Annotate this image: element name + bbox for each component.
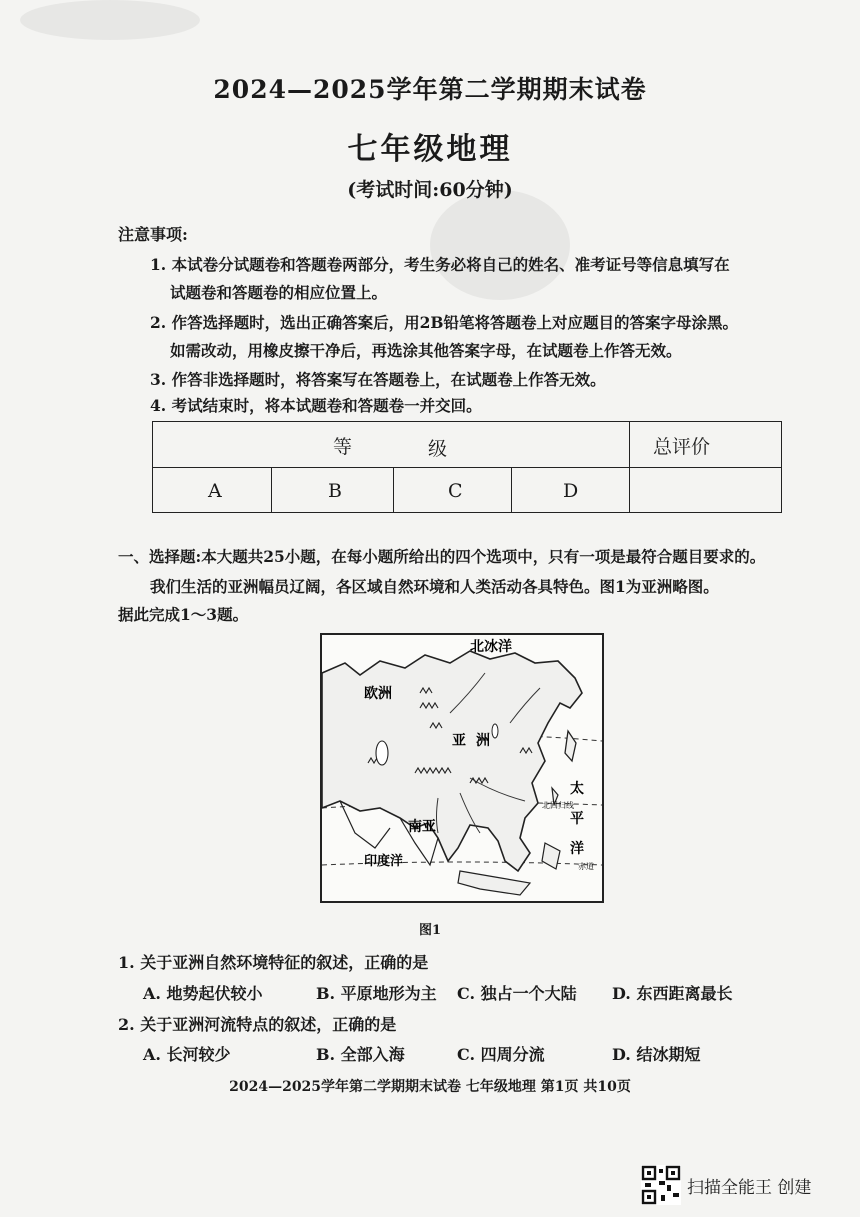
table-divider bbox=[393, 467, 394, 512]
notice-item-3 bbox=[150, 370, 790, 390]
notice-item-4 bbox=[150, 396, 790, 416]
grade-table bbox=[152, 421, 782, 513]
table-divider bbox=[271, 467, 272, 512]
scanner-watermark bbox=[641, 1165, 811, 1205]
exam-duration: (考试时间:60分钟) bbox=[347, 179, 513, 201]
label-asia: 亚洲 bbox=[452, 733, 500, 749]
grade-cell-b: B bbox=[328, 480, 342, 502]
label-south-asia: 南亚 bbox=[408, 819, 436, 835]
notice-item-1 bbox=[150, 255, 790, 303]
notice-line: 试题卷和答题卷的相应位置上。 bbox=[170, 283, 388, 302]
label-pacific-2: 平 bbox=[570, 811, 584, 827]
table-divider bbox=[629, 422, 630, 512]
notice-line: 如需改动，用橡皮擦干净后，再选涂其他答案字母，在试题卷上作答无效。 bbox=[170, 341, 682, 360]
q1-option-d: D. 东西距离最长 bbox=[612, 984, 733, 1003]
page-footer: 2024—2025学年第二学期期末试卷 七年级地理 第1页 共10页 bbox=[229, 1079, 631, 1095]
label-pacific-3: 洋 bbox=[570, 841, 584, 857]
notice-item-2 bbox=[150, 313, 790, 361]
qr-code-icon bbox=[641, 1165, 681, 1205]
grade-cell-c: C bbox=[448, 480, 463, 502]
asia-map-svg bbox=[320, 633, 604, 903]
question-1-stem: 1. 关于亚洲自然环境特征的叙述，正确的是 bbox=[118, 953, 429, 972]
notice-line: 1. 本试卷分试题卷和答题卷两部分，考生务必将自己的姓名、准考证号等信息填写在 bbox=[150, 255, 730, 274]
notice-line: 3. 作答非选择题时，将答案写在答题卷上，在试题卷上作答无效。 bbox=[150, 370, 606, 389]
notice-line: 4. 考试结束时，将本试题卷和答题卷一并交回。 bbox=[150, 396, 482, 415]
scan-smudge bbox=[20, 0, 200, 40]
grade-cell-a: A bbox=[208, 480, 222, 502]
label-arctic-ocean: 北冰洋 bbox=[470, 639, 512, 655]
label-pacific-1: 太 bbox=[570, 781, 584, 797]
q1-option-c: C. 独占一个大陆 bbox=[457, 984, 577, 1003]
label-indian-ocean: 印度洋 bbox=[364, 854, 404, 869]
grade-cell-d: D bbox=[563, 480, 579, 502]
total-evaluation-header: 总评价 bbox=[653, 436, 711, 458]
q2-option-d: D. 结冰期短 bbox=[612, 1045, 701, 1064]
q2-option-c: C. 四周分流 bbox=[457, 1045, 545, 1064]
section-intro-cont: 据此完成1～3题。 bbox=[118, 605, 249, 624]
label-equator: 赤道 bbox=[578, 862, 594, 871]
question-2-stem: 2. 关于亚洲河流特点的叙述，正确的是 bbox=[118, 1015, 397, 1034]
watermark-text: 扫描全能王 创建 bbox=[687, 1177, 812, 1198]
label-tropic: 北回归线 bbox=[542, 801, 574, 810]
label-europe: 欧洲 bbox=[364, 686, 392, 702]
figure-caption: 图1 bbox=[418, 923, 442, 938]
notice-heading: 注意事项: bbox=[118, 225, 188, 244]
caspian-sea bbox=[376, 741, 388, 765]
exam-title: 2024—2025学年第二学期期末试卷 bbox=[213, 75, 647, 104]
grade-header-char: 级 bbox=[428, 438, 448, 460]
asia-map bbox=[320, 633, 604, 903]
section-intro: 我们生活的亚洲幅员辽阔，各区域自然环境和人类活动各具特色。图1为亚洲略图。 bbox=[150, 577, 719, 596]
q2-option-b: B. 全部入海 bbox=[316, 1045, 405, 1064]
table-divider bbox=[511, 467, 512, 512]
grade-header-char: 等 bbox=[333, 436, 353, 458]
q1-option-b: B. 平原地形为主 bbox=[316, 984, 437, 1003]
notice-line: 2. 作答选择题时，选出正确答案后，用2B铅笔将答题卷上对应题目的答案字母涂黑。 bbox=[150, 313, 738, 332]
q1-option-a: A. 地势起伏较小 bbox=[143, 984, 263, 1003]
section-heading: 一、选择题:本大题共25小题，在每小题所给出的四个选项中，只有一项是最符合题目要求的。 bbox=[118, 547, 766, 566]
q2-option-a: A. 长河较少 bbox=[143, 1045, 231, 1064]
subject-title: 七年级地理 bbox=[347, 132, 513, 167]
